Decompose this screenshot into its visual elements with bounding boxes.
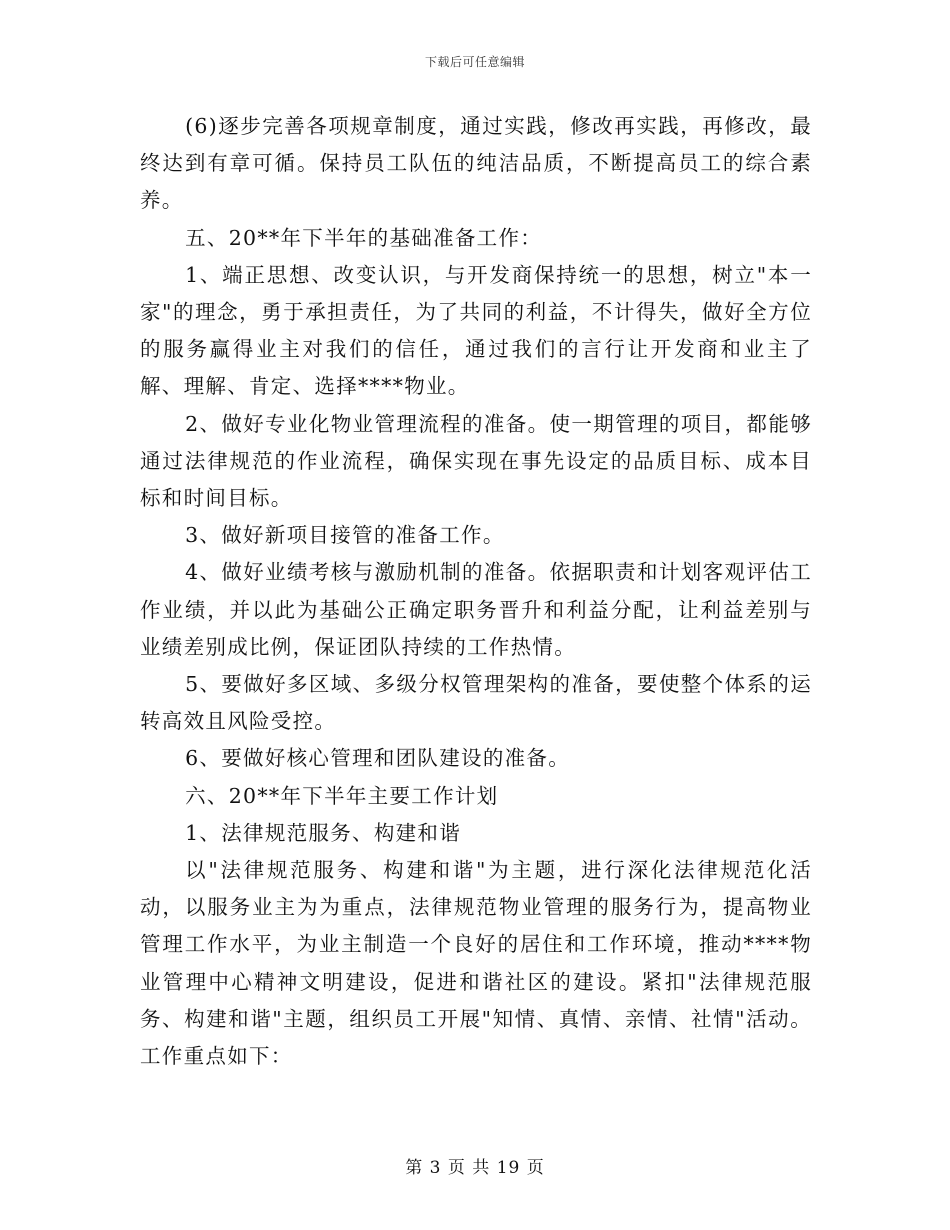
paragraph-item-6-team: 6、要做好核心管理和团队建设的准备。 (185, 746, 571, 771)
paragraph-item-5-structure: 5、要做好多区域、多级分权管理架构的准备，要使整个体系的运转高效且风险受控。 (140, 672, 812, 734)
page-number-footer: 第 3 页 共 19 页 (405, 1158, 545, 1178)
document-body (140, 108, 812, 1075)
paragraph-item-1-thinking: 1、端正思想、改变认识，与开发商保持统一的思想，树立"本一家"的理念，勇于承担责任，为了共同的利益，不计得失，做好全方位的服务赢得业主对我们的信任，通过我们的言行让开发商和业主了解、理解、肯定、选择****物业。 (140, 262, 812, 399)
paragraph-item-2-process: 2、做好专业化物业管理流程的准备。使一期管理的项目，都能够通过法律规范的作业流程，确保实现在事先设定的品质目标、成本目标和时间目标。 (140, 411, 812, 511)
subheading-standard-service: 1、法律规范服务、构建和谐 (185, 820, 462, 845)
paragraph-item-4-performance: 4、做好业绩考核与激励机制的准备。依据职责和计划客观评估工作业绩，并以此为基础公正确定职务晋升和利益分配，让利益差别与业绩差别成比例，保证团队持续的工作热情。 (140, 560, 812, 659)
paragraph-theme-activity: 以"法律规范服务、构建和谐"为主题，进行深化法律规范化活动，以服务业主为为重点，法律规范物业管理的服务行为，提高物业管理工作水平，为业主制造一个良好的居住和工作环境，推动****物业管理中心精神文明建设，促进和谐社区的建设。紧扣"法律规范服务、构建和谐"主题，组织员工开展"知情、真情、亲情、社情"活动。工作重点如下： (140, 858, 812, 1069)
paragraph-item-3-new-project: 3、做好新项目接管的准备工作。 (185, 523, 505, 548)
section-heading-work-plan: 六、20**年下半年主要工作计划 (185, 783, 499, 808)
section-heading-preparation: 五、20**年下半年的基础准备工作： (185, 225, 543, 250)
paragraph-rules-improvement: (6)逐步完善各项规章制度，通过实践，修改再实践，再修改，最终达到有章可循。保持员工队伍的纯洁品质，不断提高员工的综合素养。 (140, 114, 812, 213)
page-header-note: 下载后可任意编辑 (424, 55, 525, 69)
